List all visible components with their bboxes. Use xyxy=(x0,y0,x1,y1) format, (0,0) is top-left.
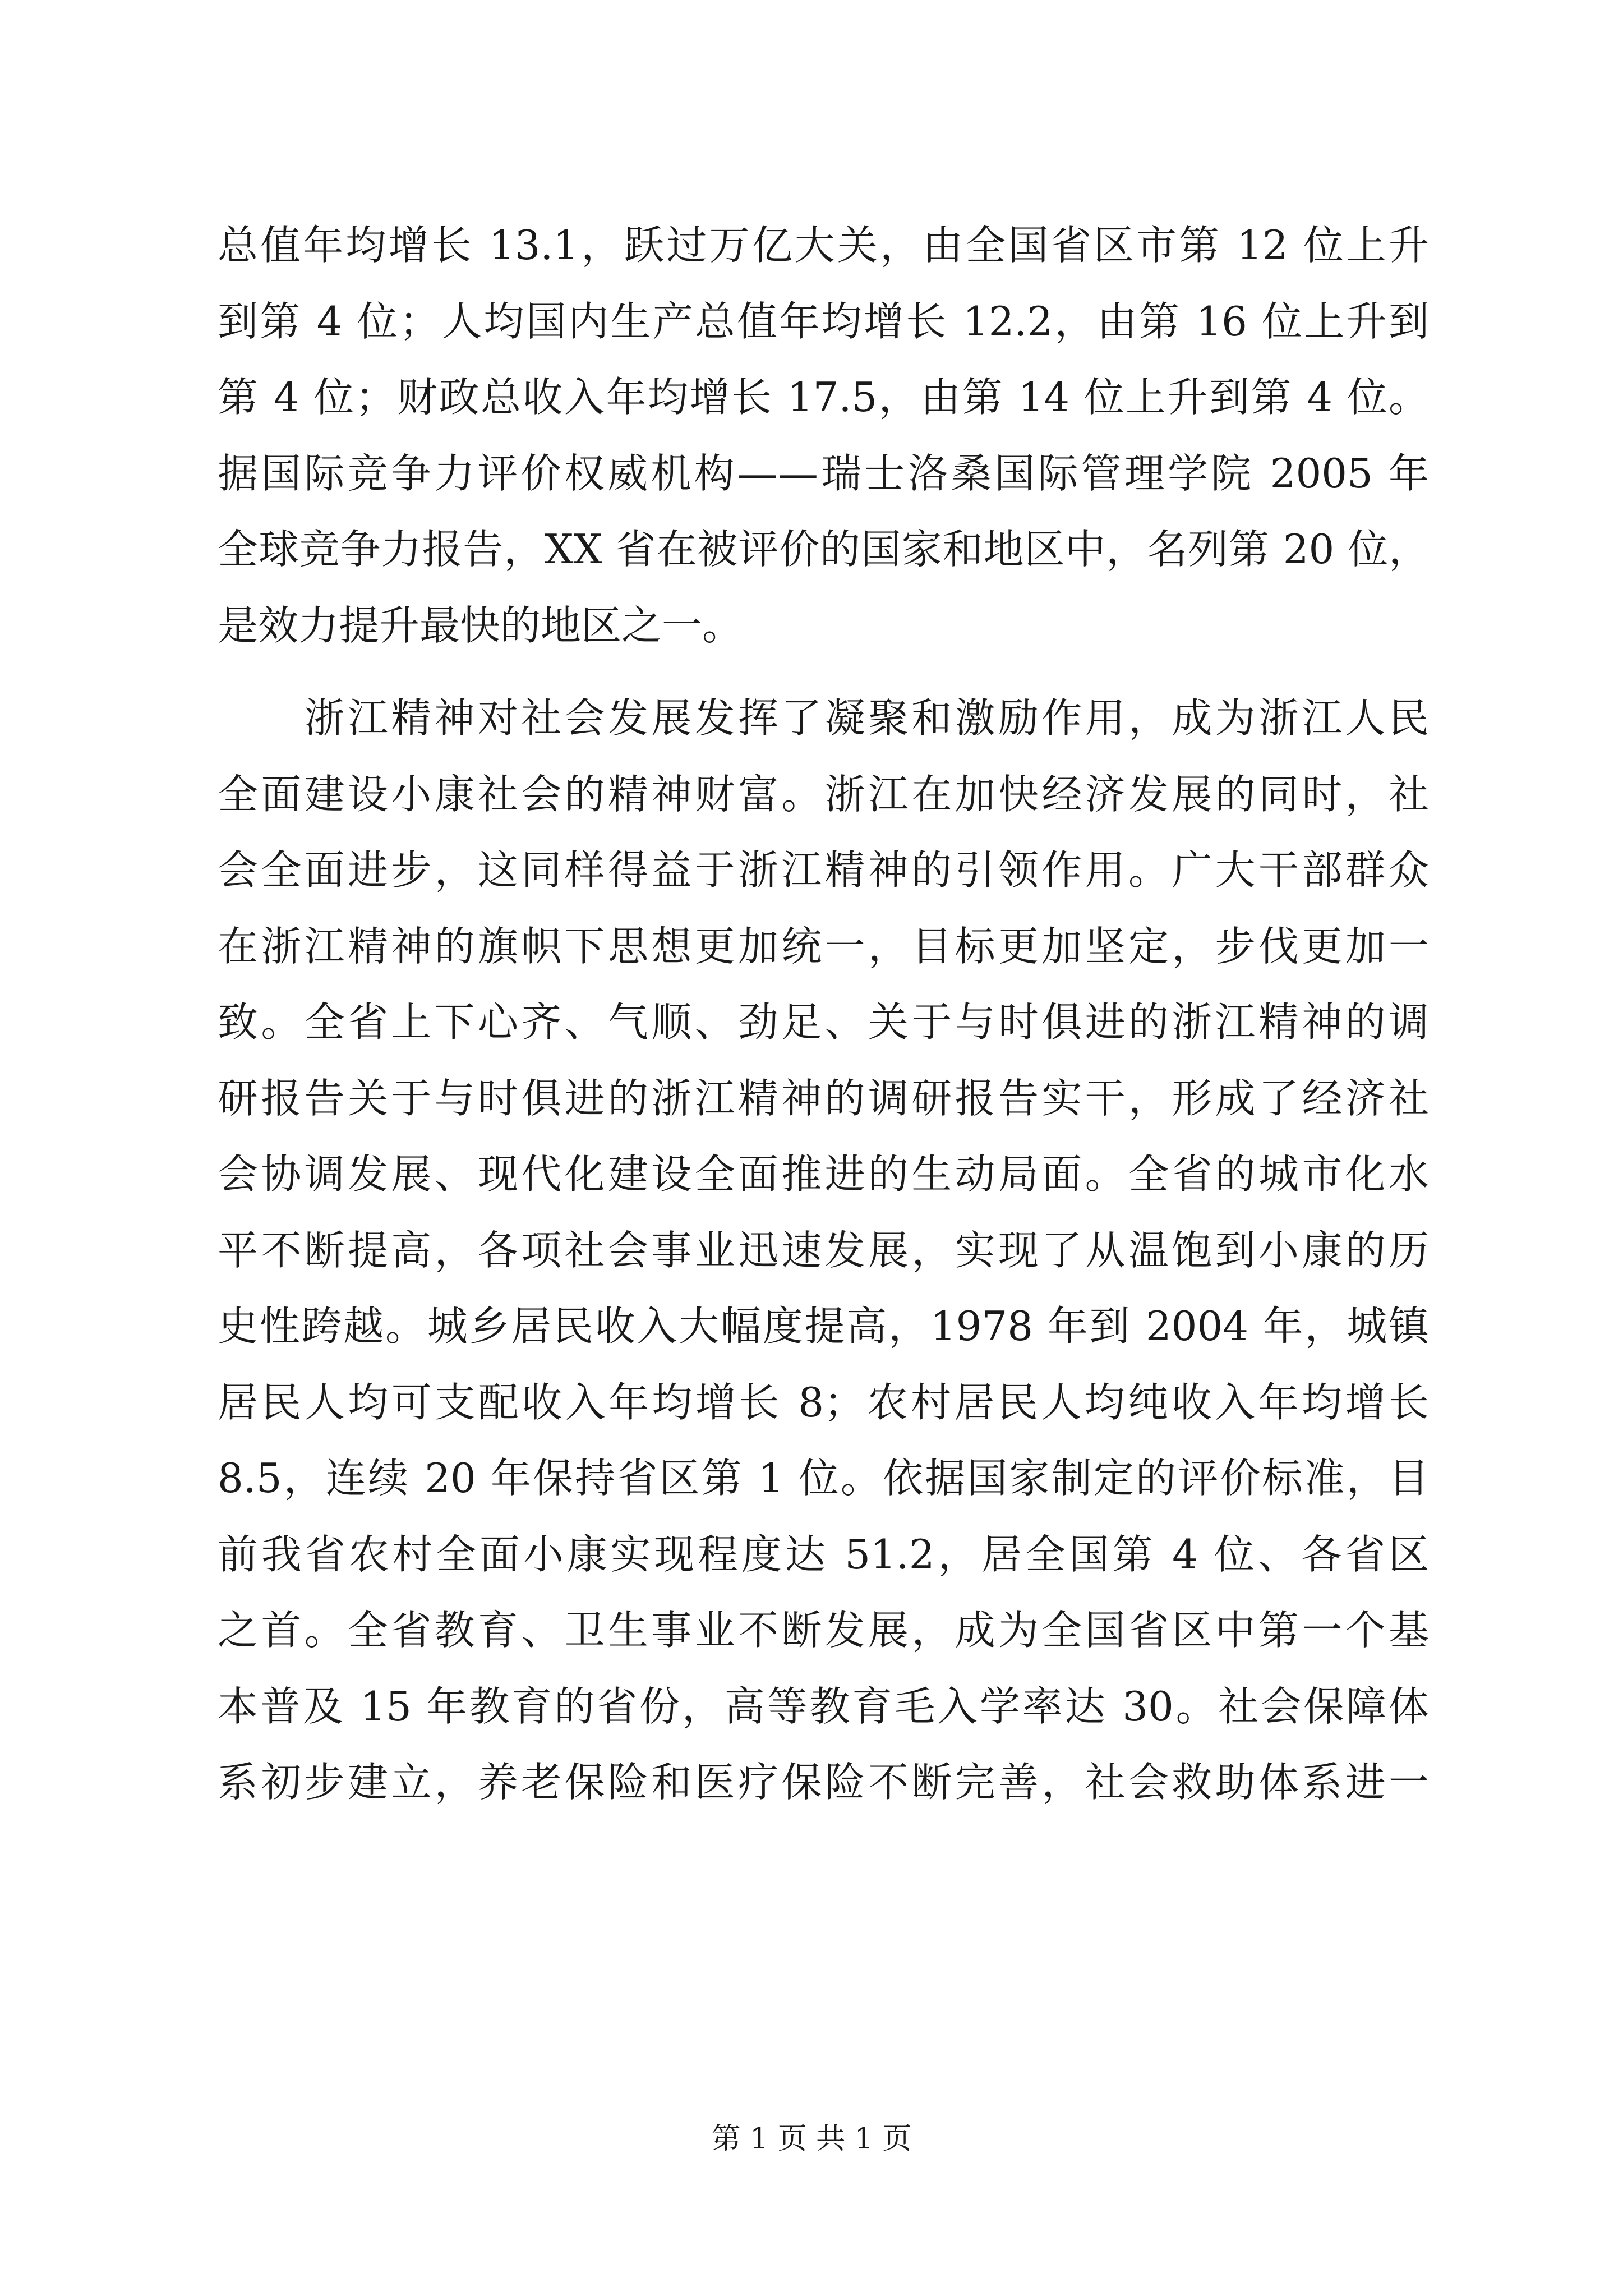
text-line: 前我省农村全面小康实现程度达 51.2，居全国第 4 位、各省区 xyxy=(218,1530,1429,1578)
text-line: 浙江精神对社会发展发挥了凝聚和激励作用，成为浙江人民 xyxy=(218,694,1429,742)
text-line: 是效力提升最快的地区之一。 xyxy=(218,601,743,649)
text-line: 在浙江精神的旗帜下思想更加统一，目标更加坚定，步伐更加一 xyxy=(218,922,1429,970)
text-line: 本普及 15 年教育的省份，高等教育毛入学率达 30。社会保障体 xyxy=(218,1682,1429,1730)
text-line: 平不断提高，各项社会事业迅速发展，实现了从温饱到小康的历 xyxy=(218,1226,1429,1274)
text-line: 致。全省上下心齐、气顺、劲足、关于与时俱进的浙江精神的调 xyxy=(218,999,1429,1046)
text-line: 系初步建立，养老保险和医疗保险不断完善，社会救助体系进一 xyxy=(218,1759,1429,1806)
text-line: 总值年均增长 13.1，跃过万亿大关，由全国省区市第 12 位上升 xyxy=(218,222,1429,269)
page-number-label: 第 1 页 共 1 页 xyxy=(711,2122,912,2156)
text-line: 到第 4 位；人均国内生产总值年均增长 12.2，由第 16 位上升到 xyxy=(218,297,1429,345)
text-line: 全面建设小康社会的精神财富。浙江在加快经济发展的同时，社 xyxy=(218,770,1429,818)
text-line: 8.5，连续 20 年保持省区第 1 位。依据国家制定的评价标准，目 xyxy=(218,1455,1429,1502)
text-line: 全球竞争力报告，XX 省在被评价的国家和地区中，名列第 20 位， xyxy=(218,526,1429,573)
text-line: 第 4 位；财政总收入年均增长 17.5，由第 14 位上升到第 4 位。 xyxy=(218,374,1429,421)
text-line: 会全面进步，这同样得益于浙江精神的引领作用。广大干部群众 xyxy=(218,846,1429,894)
page-footer xyxy=(0,2115,1623,2157)
text-line: 史性跨越。城乡居民收入大幅度提高，1978 年到 2004 年，城镇 xyxy=(218,1303,1429,1350)
text-line: 会协调发展、现代化建设全面推进的生动局面。全省的城市化水 xyxy=(218,1151,1429,1198)
text-line: 之首。全省教育、卫生事业不断发展，成为全国省区中第一个基 xyxy=(218,1607,1429,1654)
text-line: 据国际竞争力评价权威机构——瑞士洛桑国际管理学院 2005 年 xyxy=(218,449,1429,497)
body-text xyxy=(218,208,1429,1821)
paragraph-gap xyxy=(218,664,1429,680)
text-line: 居民人均可支配收入年均增长 8；农村居民人均纯收入年均增长 xyxy=(218,1378,1429,1426)
text-line: 研报告关于与时俱进的浙江精神的调研报告实干，形成了经济社 xyxy=(218,1074,1429,1122)
